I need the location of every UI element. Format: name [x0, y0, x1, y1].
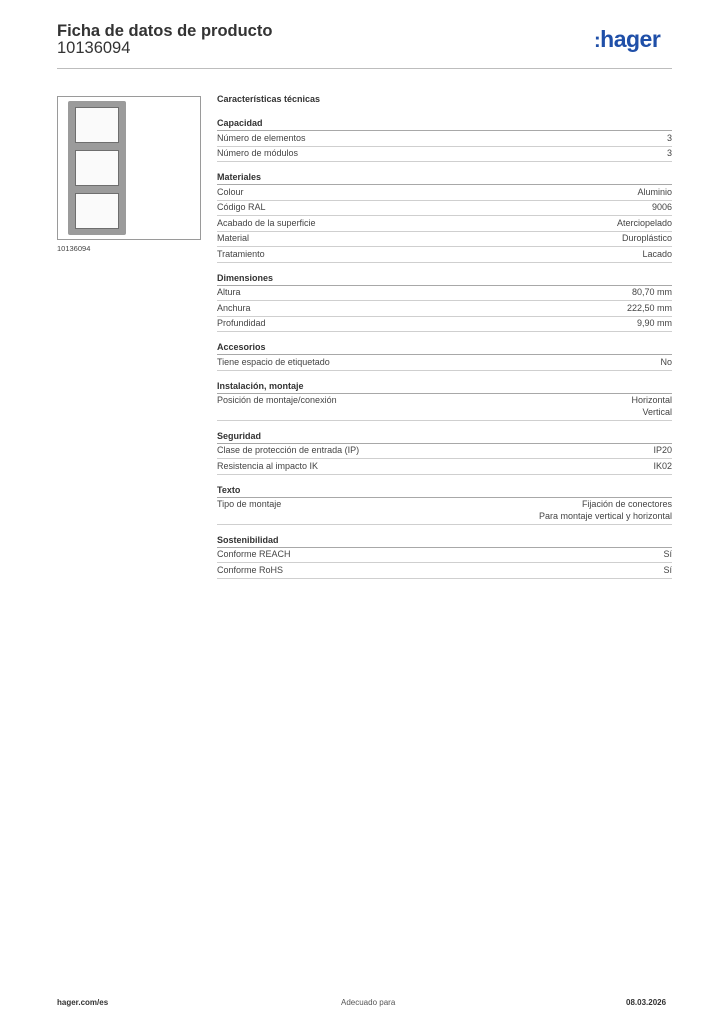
spec-row [217, 394, 672, 421]
spec-value [631, 395, 672, 418]
spec-row [217, 563, 672, 579]
footer-date: 08.03.2026 [626, 998, 667, 1007]
spec-value [539, 499, 672, 522]
spec-label: Acabado de la superficie [217, 217, 316, 228]
spec-value [663, 549, 672, 561]
spec-value [652, 202, 672, 214]
spec-value-line: No [660, 356, 672, 367]
spec-row [217, 459, 672, 475]
spec-value-line: Duroplástico [621, 233, 672, 243]
frame-opening [75, 193, 119, 229]
spec-section [217, 342, 672, 371]
spec-label: Tiene espacio de etiquetado [217, 356, 330, 367]
spec-row [217, 317, 672, 333]
spec-value-line: 3 [666, 148, 672, 158]
hager-logo[interactable] [594, 26, 660, 53]
spec-row [217, 548, 672, 564]
header-divider [57, 68, 672, 69]
spec-row [217, 232, 672, 248]
spec-label: Altura [217, 287, 241, 297]
spec-section [217, 172, 672, 263]
triple-frame-image [68, 101, 126, 235]
spec-value-line: 3 [666, 132, 672, 143]
spec-value [642, 249, 672, 261]
spec-value [653, 461, 672, 473]
section-heading: Capacidad [217, 118, 672, 131]
spec-row [217, 185, 672, 201]
spec-value [637, 187, 672, 199]
section-heading: Texto [217, 485, 672, 498]
footer-website-link[interactable]: hager.com/es [57, 998, 109, 1007]
spec-label: Tratamiento [217, 248, 265, 259]
spec-label: Resistencia al impacto IK [217, 460, 319, 471]
spec-value [663, 565, 672, 577]
spec-label: Posición de montaje/conexión [217, 395, 337, 405]
spec-value-line: IP20 [653, 445, 672, 455]
spec-value-line: Horizontal [631, 395, 672, 405]
spec-row [217, 444, 672, 460]
spec-section [217, 485, 672, 525]
spec-section [217, 118, 672, 162]
spec-label: Tipo de montaje [217, 499, 282, 509]
spec-value-line: IK02 [653, 460, 672, 471]
spec-value-line: Sí [663, 564, 672, 575]
spec-section [217, 535, 672, 579]
spec-value [637, 318, 672, 330]
frame-opening [75, 150, 119, 186]
spec-value [622, 233, 672, 245]
spec-row [217, 216, 672, 232]
spec-label: Conforme RoHS [217, 564, 284, 575]
spec-value [667, 148, 672, 160]
spec-section [217, 431, 672, 475]
frame-opening [75, 107, 119, 143]
spec-value-line: 80,70 mm [631, 287, 672, 297]
spec-value [667, 133, 672, 145]
spec-label: Clase de protección de entrada (IP) [217, 445, 360, 455]
section-heading: Dimensiones [217, 273, 672, 286]
spec-value-line: Lacado [642, 248, 672, 259]
spec-section [217, 273, 672, 333]
spec-value-line: 9,90 mm [636, 318, 672, 328]
product-code: 10136094 [57, 39, 131, 57]
section-heading: Seguridad [217, 431, 672, 444]
spec-row [217, 247, 672, 263]
spec-value [660, 357, 672, 369]
spec-section [217, 381, 672, 421]
spec-row [217, 131, 672, 147]
spec-value-line: Aterciopelado [616, 217, 672, 228]
section-heading: Instalación, montaje [217, 381, 672, 394]
section-heading: Accesorios [217, 342, 672, 355]
spec-value [627, 303, 672, 315]
spec-value-line: Fijación de conectores [581, 499, 672, 509]
spec-row [217, 147, 672, 163]
spec-label: Anchura [217, 302, 251, 313]
image-caption: 10136094 [57, 244, 91, 253]
spec-row [217, 201, 672, 217]
spec-value [632, 287, 672, 299]
spec-label: Número de elementos [217, 132, 306, 143]
spec-value-line: Para montaje vertical y horizontal [538, 510, 672, 521]
spec-value-line: 222,50 mm [626, 302, 672, 313]
spec-value-line: Sí [663, 549, 672, 559]
spec-label: Código RAL [217, 202, 266, 212]
header-title: Ficha de datos de producto [57, 22, 273, 40]
spec-label: Colour [217, 186, 244, 197]
specs-panel [217, 94, 672, 589]
spec-value-line: Vertical [642, 406, 672, 417]
spec-label: Material [217, 233, 250, 243]
spec-label: Número de módulos [217, 148, 299, 158]
specs-title: Características técnicas [217, 94, 321, 104]
product-image [57, 96, 201, 240]
footer-middle-text: Adecuado para [341, 998, 396, 1007]
specs-sections [217, 118, 672, 579]
spec-row [217, 498, 672, 525]
spec-value [617, 218, 672, 230]
spec-value-line: Aluminio [637, 186, 672, 197]
spec-value [653, 445, 672, 457]
section-heading: Sostenibilidad [217, 535, 672, 548]
logo-dots-icon: : [594, 30, 601, 52]
spec-row [217, 286, 672, 302]
spec-value-line: 9006 [651, 202, 672, 212]
spec-row [217, 301, 672, 317]
logo-text: hager [600, 26, 661, 52]
spec-row [217, 355, 672, 371]
spec-label: Conforme REACH [217, 549, 291, 559]
spec-label: Profundidad [217, 318, 266, 328]
section-heading: Materiales [217, 172, 672, 185]
